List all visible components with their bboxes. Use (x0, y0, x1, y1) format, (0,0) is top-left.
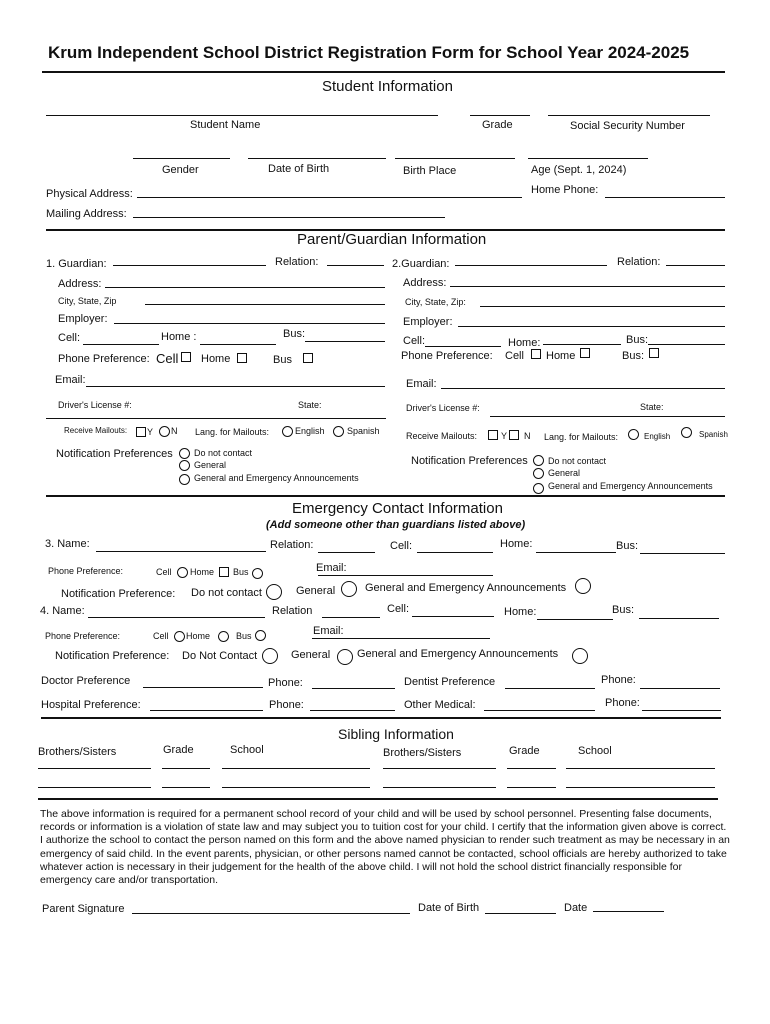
g1-relation-label: Relation: (275, 256, 319, 268)
c3-email-label: Email: (316, 562, 347, 574)
c3-email-line[interactable] (318, 575, 493, 576)
g1-lang-spanish-label: Spanish (347, 426, 380, 436)
sibling-left-brothers-label: Brothers/Sisters (38, 746, 117, 758)
sibling-row1-school-left[interactable] (222, 768, 370, 769)
signature-date-line[interactable] (593, 911, 664, 912)
emergency-subheading: (Add someone other than guardians listed above) (266, 519, 526, 531)
g1-cell-label: Cell: (58, 332, 81, 344)
dentist-label: Dentist Preference (404, 676, 496, 688)
hospital-phone-line[interactable] (310, 710, 395, 711)
dentist-phone-line[interactable] (640, 688, 720, 689)
home-phone-label: Home Phone: (531, 184, 599, 196)
hospital-line[interactable] (150, 710, 263, 711)
g1-bus-line[interactable] (305, 341, 385, 342)
g2-employer-line[interactable] (458, 326, 725, 327)
guardian-heading: Parent/Guardian Information (297, 231, 487, 248)
g1-notif-general-radio[interactable] (179, 460, 190, 471)
g2-phone-pref-label: Phone Preference: (401, 350, 493, 362)
g2-lang-spanish-label: Spanish (699, 430, 728, 439)
dentist-line[interactable] (505, 688, 595, 689)
c4-bus-label: Bus: (612, 604, 635, 616)
form-title: Krum Independent School District Registration Form for School Year 2024-2025 (48, 43, 690, 62)
birth-place-label: Birth Place (403, 165, 457, 177)
c3-home-line[interactable] (536, 552, 616, 553)
g1-pref-home-label: Home (201, 353, 231, 365)
g2-lang-spanish-radio[interactable] (681, 427, 692, 438)
hospital-phone-label: Phone: (269, 699, 304, 711)
g2-notif-label: Notification Preferences (411, 455, 528, 467)
other-phone-line[interactable] (642, 710, 721, 711)
g1-cell-line[interactable] (83, 344, 159, 345)
g1-mailouts-n-label: N (171, 426, 178, 436)
g2-pref-cell-label: Cell (505, 350, 524, 362)
g2-license-label: Driver's License #: (406, 403, 480, 413)
sibling-row1-grade-right[interactable] (507, 768, 556, 769)
c4-pref-cell-label: Cell (153, 631, 169, 641)
c4-pref-bus-radio[interactable] (255, 630, 266, 641)
sibling-left-grade-label: Grade (163, 744, 194, 756)
ssn-line[interactable] (548, 115, 710, 116)
home-phone-line[interactable] (605, 197, 725, 198)
g1-pref-cell-label: Cell (156, 351, 179, 366)
g1-phone-pref-label: Phone Preference: (58, 353, 150, 365)
c3-pref-cell-label: Cell (156, 567, 172, 577)
g2-address-label: Address: (403, 277, 447, 289)
sibling-row2-school-right[interactable] (566, 787, 715, 788)
mailing-address-label: Mailing Address: (46, 208, 127, 220)
g1-guardian-line[interactable] (113, 265, 266, 266)
c4-bus-line[interactable] (639, 618, 719, 619)
sibling-right-brothers-label: Brothers/Sisters (383, 747, 462, 759)
g2-email-line[interactable] (441, 388, 725, 389)
g2-notif-none-label: Do not contact (548, 456, 607, 466)
g2-home-line[interactable] (543, 344, 621, 345)
consent-statement: The above information is required for a permanent school record of your child and will be used by school personnel. Presenting false documents, records or information is a violation of state law and may subject you to tuition cost for your child. I certify that the information given above is correct. I authorize the school to contact the person named on this form and the above named physician to render such treatment as may be necessary in an emergency of said child. In the event parents, physician, or other persons named cannot be contacted, school officials are hereby authorized to take whatever action is necessary in their judgement for the health of the above child. I will not hold the school district financially responsible for emergency care and/or transportation. (40, 808, 730, 887)
g2-cell-label: Cell: (403, 335, 426, 347)
grade-line[interactable] (470, 115, 530, 116)
c3-name-label: 3. Name: (45, 538, 90, 550)
guardian-rule (46, 495, 725, 497)
c3-pref-cell-radio[interactable] (177, 567, 188, 578)
sibling-row2-name-left[interactable] (38, 787, 151, 788)
g1-lang-spanish-radio[interactable] (333, 426, 344, 437)
other-phone-label: Phone: (605, 697, 640, 709)
sibling-row2-name-right[interactable] (383, 787, 496, 788)
g2-pref-bus-checkbox[interactable] (649, 348, 659, 358)
g2-bus-line[interactable] (648, 344, 725, 345)
ssn-label: Social Security Number (570, 120, 685, 132)
g1-notif-emergency-radio[interactable] (179, 474, 190, 485)
c3-notif-general-label: General (296, 585, 336, 597)
doctor-label: Doctor Preference (41, 675, 131, 687)
g2-mailouts-y-checkbox[interactable] (488, 430, 498, 440)
c4-pref-cell-radio[interactable] (174, 631, 185, 642)
g1-license-line[interactable] (46, 418, 386, 419)
g1-address-label: Address: (58, 278, 102, 290)
c4-notif-none-radio[interactable] (262, 648, 278, 664)
c3-pref-home-label: Home (190, 567, 215, 577)
g2-guardian-label: 2.Guardian: (392, 258, 450, 270)
g1-guardian-label: 1. Guardian: (46, 258, 107, 270)
c3-cell-line[interactable] (417, 552, 493, 553)
g2-lang-label: Lang. for Mailouts: (544, 432, 619, 442)
g1-address-line[interactable] (105, 287, 385, 288)
sibling-row1-name-right[interactable] (383, 768, 496, 769)
c4-cell-label: Cell: (387, 603, 410, 615)
g1-city-label: City, State, Zip (58, 296, 117, 306)
g1-notif-label: Notification Preferences (56, 448, 173, 460)
sibling-row2-school-left[interactable] (222, 787, 370, 788)
c4-name-label: 4. Name: (40, 605, 85, 617)
age-label: Age (Sept. 1, 2024) (531, 164, 627, 176)
c3-notif-emergency-radio[interactable] (575, 578, 591, 594)
physical-address-line[interactable] (137, 197, 522, 198)
g1-license-label: Driver's License #: (58, 400, 132, 410)
c3-pref-home-checkbox[interactable] (219, 567, 229, 577)
g2-employer-label: Employer: (403, 316, 453, 328)
g1-employer-line[interactable] (114, 323, 385, 324)
g2-mailouts-y-label: Y (501, 431, 508, 441)
g2-state-label: State: (640, 402, 664, 412)
g1-lang-label: Lang. for Mailouts: (195, 427, 270, 437)
c4-cell-line[interactable] (412, 616, 494, 617)
sibling-rule (38, 798, 718, 800)
signature-dob-line[interactable] (485, 913, 556, 914)
g1-city-line[interactable] (145, 304, 385, 305)
g1-notif-emergency-label: General and Emergency Announcements (194, 473, 359, 483)
physical-address-label: Physical Address: (46, 188, 133, 200)
g1-notif-none-radio[interactable] (179, 448, 190, 459)
g2-license-line[interactable] (490, 416, 725, 417)
c3-relation-line[interactable] (318, 552, 375, 553)
g2-notif-general-radio[interactable] (533, 468, 544, 479)
g2-notif-none-radio[interactable] (533, 455, 544, 466)
c4-email-line[interactable] (312, 638, 490, 639)
c3-notif-general-radio[interactable] (341, 581, 357, 597)
doctor-phone-label: Phone: (268, 677, 303, 689)
student-name-line[interactable] (46, 115, 438, 116)
doctor-line[interactable] (143, 687, 263, 688)
signature-date-label: Date (564, 902, 588, 914)
c4-relation-label: Relation (272, 605, 313, 617)
g1-bus-label: Bus: (283, 328, 306, 340)
c4-notif-label: Notification Preference: (55, 650, 170, 662)
g1-home-label: Home : (161, 331, 197, 343)
c3-notif-emergency-label: General and Emergency Announcements (365, 582, 567, 594)
c3-relation-label: Relation: (270, 539, 314, 551)
c3-bus-label: Bus: (616, 540, 639, 552)
sibling-row2-grade-left[interactable] (162, 787, 210, 788)
g1-notif-general-label: General (194, 460, 227, 470)
g1-lang-english-label: English (295, 426, 325, 436)
c3-phone-pref-label: Phone Preference: (48, 566, 124, 576)
c3-notif-none-label: Do not contact (191, 587, 262, 599)
g1-relation-line[interactable] (327, 265, 384, 266)
g1-email-label: Email: (55, 374, 86, 386)
g2-pref-cell-checkbox[interactable] (531, 349, 541, 359)
c4-notif-general-label: General (291, 649, 331, 661)
g2-relation-label: Relation: (617, 256, 661, 268)
sibling-row1-grade-left[interactable] (162, 768, 210, 769)
g2-notif-general-label: General (548, 468, 581, 478)
g2-cell-line[interactable] (425, 346, 501, 347)
g2-lang-english-radio[interactable] (628, 429, 639, 440)
g1-pref-bus-checkbox[interactable] (303, 353, 313, 363)
g2-notif-emergency-label: General and Emergency Announcements (548, 481, 713, 491)
g2-email-label: Email: (406, 378, 437, 390)
c4-email-label: Email: (313, 625, 344, 637)
g1-state-label: State: (298, 400, 322, 410)
dob-label: Date of Birth (268, 163, 330, 175)
dob-line[interactable] (248, 158, 386, 159)
g2-mailouts-label: Receive Mailouts: (406, 431, 478, 441)
c4-notif-none-label: Do Not Contact (182, 650, 258, 662)
c3-notif-label: Notification Preference: (61, 588, 176, 600)
c4-notif-emergency-radio[interactable] (572, 648, 588, 664)
g2-bus-label: Bus: (626, 334, 649, 346)
g2-pref-home-checkbox[interactable] (580, 348, 590, 358)
g2-bus2-label: Bus: (622, 350, 645, 362)
other-medical-line[interactable] (484, 710, 595, 711)
c4-pref-bus-label: Bus (236, 631, 252, 641)
c3-bus-line[interactable] (640, 553, 725, 554)
g1-mailouts-n-radio[interactable] (159, 426, 170, 437)
c3-notif-none-radio[interactable] (266, 584, 282, 600)
g1-email-line[interactable] (86, 386, 385, 387)
g2-relation-line[interactable] (666, 265, 725, 266)
g2-mailouts-n-label: N (524, 431, 531, 441)
c3-name-line[interactable] (96, 551, 266, 552)
c4-pref-home-label: Home (186, 631, 211, 641)
sibling-right-grade-label: Grade (509, 745, 540, 757)
c3-pref-bus-radio[interactable] (252, 568, 263, 579)
student-name-label: Student Name (190, 119, 261, 131)
sibling-row1-name-left[interactable] (38, 768, 151, 769)
c4-home-label: Home: (504, 606, 537, 618)
c4-name-line[interactable] (88, 617, 265, 618)
g1-mailouts-y-checkbox[interactable] (136, 427, 146, 437)
g1-pref-home-checkbox[interactable] (237, 353, 247, 363)
g2-pref-home-label: Home (546, 350, 576, 362)
g2-home-label: Home: (508, 337, 541, 349)
c4-phone-pref-label: Phone Preference: (45, 631, 121, 641)
g2-mailouts-n-checkbox[interactable] (509, 430, 519, 440)
gender-line[interactable] (133, 158, 230, 159)
sibling-row1-school-right[interactable] (566, 768, 715, 769)
g1-notif-none-label: Do not contact (194, 448, 253, 458)
c3-pref-bus-label: Bus (233, 567, 249, 577)
g1-mailouts-y-label: Y (147, 427, 154, 437)
parent-signature-label: Parent Signature (42, 903, 125, 915)
g1-pref-bus-label: Bus (273, 354, 292, 366)
emergency-rule (41, 717, 721, 719)
c4-home-line[interactable] (537, 619, 613, 620)
hospital-label: Hospital Preference: (41, 699, 141, 711)
g1-mailouts-label: Receive Mailouts: (64, 426, 128, 435)
dentist-phone-label: Phone: (601, 674, 636, 686)
title-rule (42, 71, 725, 73)
g1-pref-cell-checkbox[interactable] (181, 352, 191, 362)
doctor-phone-line[interactable] (312, 688, 395, 689)
c4-notif-emergency-label: General and Emergency Announcements (357, 648, 559, 660)
parent-signature-line[interactable] (132, 913, 410, 914)
g1-employer-label: Employer: (58, 313, 108, 325)
c3-cell-label: Cell: (390, 540, 413, 552)
birth-place-line[interactable] (395, 158, 515, 159)
student-heading: Student Information (322, 78, 453, 95)
sibling-right-school-label: School (578, 745, 612, 757)
g1-lang-english-radio[interactable] (282, 426, 293, 437)
gender-label: Gender (162, 164, 199, 176)
c3-home-label: Home: (500, 538, 533, 550)
sibling-heading: Sibling Information (338, 726, 454, 742)
g2-city-label: City, State, Zip: (405, 297, 466, 307)
mailing-address-line[interactable] (133, 217, 445, 218)
g2-notif-emergency-radio[interactable] (533, 483, 544, 494)
sibling-row2-grade-right[interactable] (507, 787, 556, 788)
g2-lang-english-label: English (644, 432, 671, 441)
g1-home-line[interactable] (200, 344, 276, 345)
sibling-left-school-label: School (230, 744, 264, 756)
g2-city-line[interactable] (480, 306, 725, 307)
c4-pref-home-radio[interactable] (218, 631, 229, 642)
other-medical-label: Other Medical: (404, 699, 476, 711)
age-line[interactable] (528, 158, 648, 159)
emergency-heading: Emergency Contact Information (292, 500, 503, 517)
grade-label: Grade (482, 119, 513, 131)
c4-relation-line[interactable] (322, 617, 380, 618)
signature-dob-label: Date of Birth (418, 902, 480, 914)
g2-address-line[interactable] (450, 286, 725, 287)
g2-guardian-line[interactable] (455, 265, 607, 266)
c4-notif-general-radio[interactable] (337, 649, 353, 665)
